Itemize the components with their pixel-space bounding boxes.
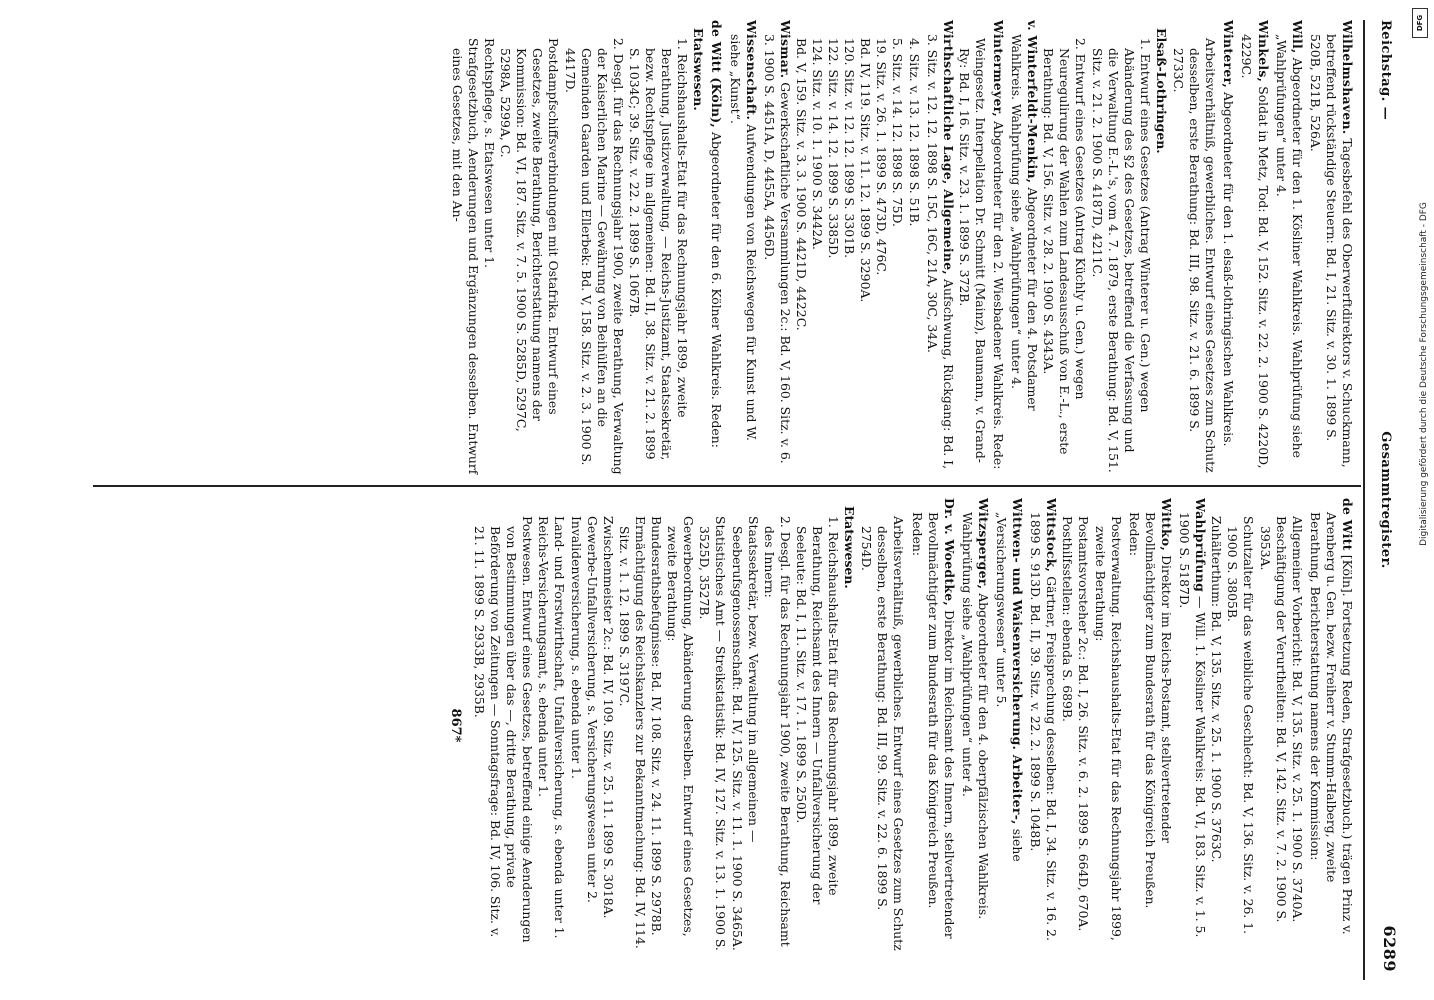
- sub-entry: Gewerbe-Unfallversicherung, s. Versicherungswesen unter 2.: [584, 516, 600, 903]
- sub-entry: Bd. V, 159. Sitz. v. 3. 3. 1900 S. 4421D, 4422C.: [793, 38, 809, 331]
- register-entry: [726, 20, 758, 475]
- sub-entry: Zuhälterthum: Bd. V, 135. Sitz. v. 25. 1. 1900 S. 3763C.: [1209, 516, 1225, 863]
- register-entry: [1307, 498, 1355, 953]
- sub-entry: 1. Entwurf eines Gesetzes (Antrag Winterer u. Gen.) wegen Abänderung des §2 des Gesetzes, betreffend die Verfassung und die Verwaltung E.-L.'s, vom 4. 7. 1879, erste Berathung: Bd. V, 151. Sitz. v. 21. 2. 1900 S. 4187D, 4211C.: [1089, 38, 1153, 473]
- sub-entry: 19. Sitz. v. 26. 1. 1899 S. 473D, 476C.: [874, 38, 890, 276]
- entry-text: Abgeordneter für den 1. Kösliner Wahlkreis. Wahlprüfung siehe „Wahlprüfungen“ unter 4.: [1273, 34, 1305, 458]
- sub-entry: Postverwaltung. Reichshaushalts-Etat für das Rechnungsjahr 1899, zweite Berathung:: [1092, 516, 1124, 941]
- entry-text: Gärtner, Freisprechung desselben: Bd. I, 34. Sitz. v. 16. 2. 1899 S. 913D. Bd. II, 39. Sitz. v. 22. 2. 1899 S. 1048B.: [1028, 512, 1060, 941]
- sub-entry: Postamtsvorsteher 2c.: Bd. I, 26. Sitz. v. 6. 2. 1899 S. 664D, 670A.: [1076, 516, 1092, 932]
- entry-text: Abgeordneter für den 1. elsaß-lothringischen Wahlkreis.: [1221, 92, 1237, 447]
- entry-keyword: de Witt (Köln),: [709, 20, 725, 129]
- sub-entry: Allgemeiner Vorbericht: Bd. V, 135. Sitz. v. 25. 1. 1900 S. 3740A.: [1289, 516, 1305, 923]
- entry-text: siehe „Versicherungswesen“ unter 5.: [994, 512, 1026, 862]
- sub-entry: Arbeitsverhältniß, gewerbliches. Entwurf eines Gesetzes zum Schutz desselben, erste Berathung: Bd. III, 99. Sitz. v. 22. 6. 1899 S. 2754D.: [859, 516, 907, 951]
- sub-entry: Reichs-Versicherungsamt, s. ebenda unter 1.: [536, 516, 552, 798]
- sub-entry: Bundesrathsbefugnisse: Bd. IV, 108. Sitz. v. 24. 11. 1899 S. 2978B.: [649, 516, 665, 936]
- digitization-credit: [1412, 44, 1434, 704]
- sub-entry: Statistisches Amt — Streikstatistik: Bd. IV, 127. Sitz. v. 13. 1. 1900 S. 3525D, 3527B.: [697, 516, 729, 951]
- entry-text: Direktor im Reichsamt des Innern, stellvertretender Bevollmächtigter zum Bundesrath für das Königreich Preußen. Reden:: [909, 512, 957, 939]
- sub-entry: Strafgesetzbuch, Aenderungen und Ergänzungen desselben. Entwurf eines Gesetzes, mit den An-: [449, 38, 482, 475]
- dfg-logo-text: DFG: [1416, 14, 1424, 32]
- sub-heading: Etatswesen.: [691, 28, 707, 111]
- entry-keyword: Winkels,: [1255, 20, 1271, 83]
- sub-entry: Arbeitsverhältniß, gewerbliches. Entwurf eines Gesetzes zum Schutz desselben, erste Berathung: Bd. III, 98. Sitz. v. 21. 6. 1899 S. 2733C.: [1171, 38, 1219, 473]
- sub-entry: Postwesen. Entwurf eines Gesetzes, betreffend einige Aenderungen von Bestimmungen über das —, dritte Berathung, private Beförderung von Zeitungen — Sonntagsfrage: Bd. IV, 106. Sitz. v. 21. 11. 1899 S. 2933B, 2935B.: [472, 516, 536, 943]
- entry-keyword: Wissenschaft.: [743, 20, 759, 121]
- register-entry: [1238, 20, 1270, 475]
- register-entry: [708, 20, 724, 475]
- entry-keyword: v. Winterfeldt-Menkin,: [1025, 20, 1041, 184]
- sub-entry: 122. Sitz. v. 14. 12. 1899 S. 3385D.: [826, 38, 842, 259]
- left-column: [93, 20, 1355, 475]
- sub-entry: 4. Sitz. v. 13. 12. 1898 S. 51B.: [906, 38, 922, 227]
- register-entry: [990, 20, 1006, 475]
- sub-entry: Land- und Forstwirthschaft, Unfallversicherung, s. ebenda unter 1.: [552, 516, 568, 939]
- register-entry: [761, 20, 793, 475]
- register-entry: [924, 20, 956, 475]
- register-entry: [993, 498, 1025, 953]
- sub-entry: 1. Reichshaushalts-Etat für das Rechnungsjahr 1899, zweite Berathung, Reichsamt des Innern — Unfallversicherung der Seeleute: Bd. I, 11. Sitz. v. 17. 1. 1899 S. 250D.: [793, 516, 842, 905]
- entry-text: Abgeordneter für den 6. Kölner Wahlkreis. Reden:: [709, 132, 725, 448]
- entry-text: Gewerkschaftliche Versammlungen 2c.: Bd. V, 160. Sitz. v. 6. 3. 1900 S. 4451A, D, 4455A, 4456D.: [761, 34, 793, 464]
- sub-entry: Schutzalter für das weibliche Geschlecht: Bd. V, 136. Sitz. v. 26. 1. 1900 S. 3805B.: [1225, 516, 1257, 935]
- entry-text: Aufschwung, Rückgang: Bd. I, 3. Sitz. v. 12. 12. 1898 S. 15C, 16C, 21A, 30C, 34A.: [924, 34, 956, 470]
- register-entry: [1176, 498, 1208, 953]
- entry-text: Aufwendungen von Reichswegen für Kunst und W. siehe „Kunst“.: [727, 34, 759, 441]
- right-column: [93, 498, 1355, 953]
- entry-keyword: Wirthschaftliche Lage, Allgemeine,: [940, 20, 956, 276]
- entry-text: Abgeordneter für den 4. Potsdamer Wahlkreis. Wahlprüfung siehe „Wahlprüfungen“ unter 4.: [1009, 34, 1041, 411]
- sub-entry: Postdampfschiffsverbindungen mit Ostafrika. Entwurf eines Gesetzes, zweite Berathung, Berichterstattung namens der Kommission: Bd. VI, 187. Sitz. v. 7. 5. 1900 S. 5285D, 5297C, 5298A, 5299A, C.: [498, 38, 562, 432]
- signature-mark: 867*: [447, 708, 463, 743]
- dfg-logo: [1412, 8, 1428, 38]
- sub-heading: Elsaß-Lothringen.: [1153, 28, 1169, 154]
- sub-entry: Rechtspflege, s. Etatswesen unter 1.: [482, 38, 498, 269]
- header-rule: [1363, 20, 1365, 980]
- register-entry: [1220, 20, 1236, 475]
- header-title: Gesammtregister.: [1378, 431, 1393, 569]
- register-entry: [1126, 498, 1174, 953]
- entry-keyword: Dr. v. Woedtke,: [941, 498, 957, 607]
- entry-text: Abgeordneter für den 4. oberpfälzischen Wahlkreis. Wahlprüfung siehe „Wahlprüfungen“ unter 4.: [959, 512, 991, 920]
- sub-heading: Etatswesen.: [842, 506, 858, 589]
- entry-text: Abgeordneter für den 2. Wiesbadener Wahlkreis. Rede:: [991, 121, 1007, 470]
- entry-text: Direktor im Reichs-Postamt, stellvertretender Bevollmächtigter zum Bundesrath für das Königreich Preußen. Reden:: [1126, 512, 1174, 909]
- page-header: [1367, 20, 1407, 980]
- entry-keyword: Wittwen- und Waisenversicherung. Arbeiter-,: [1010, 498, 1026, 825]
- register-entry: [1027, 498, 1059, 953]
- page-number: 6289: [1380, 925, 1399, 972]
- entry-keyword: Wahlprüfung: [1193, 498, 1209, 593]
- register-entry: [1307, 20, 1355, 475]
- register-page: [82, 20, 1407, 980]
- sub-entry: 5. Sitz. v. 14. 12. 1898 S. 75D.: [890, 38, 906, 227]
- entry-keyword: Will,: [1289, 20, 1305, 54]
- sub-entry: Bd. IV, 119. Sitz. v. 11. 12. 1899 S. 3290A.: [858, 38, 874, 303]
- digitization-credit-text: Digitalisierung gefördert durch die Deutsche Forschungsgemeinschaft - DFG: [1419, 202, 1429, 546]
- entry-keyword: de Witt: [1340, 498, 1355, 551]
- sub-entry: Gewerbeordnung, Abänderung derselben. Entwurf eines Gesetzes, zweite Berathung:: [665, 516, 697, 937]
- sub-entry: 124. Sitz. v. 10. 1. 1900 S. 3442A.: [810, 38, 825, 250]
- entry-keyword: Winterer,: [1221, 20, 1237, 89]
- sub-entry: 2. Entwurf eines Gesetzes (Antrag Küchly u. Gen.) wegen Neuregulirung der Wahlen zum Landesausschuß von E.-L., erste Berathung: Bd. V, 156. Sitz. v. 28. 2. 1900 S. 4343A.: [1041, 38, 1089, 455]
- entry-text: [Köln]. Fortsetzung Reden, Strafgesetzbuch.) trägen Prinz v. Arenberg u. Gen. bezw. Freiherr v. Stumm-Halberg, zweite Berathung, Berichterstattung namens der Kommission:: [1307, 512, 1355, 935]
- sub-entry: Invalidenversicherung, s. ebenda unter 1.: [568, 516, 584, 779]
- entry-keyword: Witzsperger,: [975, 498, 991, 590]
- sub-entry: Ermächtigung des Reichskanzlers zur Bekanntmachung: Bd. IV, 114. Sitz. v. 1. 12. 1899 S. 3197C.: [616, 516, 648, 949]
- sub-entry: 2. Desgl. für das Rechnungsjahr 1900, zweite Berathung, Reichsamt des Innern:: [761, 516, 793, 947]
- entry-keyword: Wintermeyer,: [991, 20, 1007, 118]
- entry-text: Soldat in Metz, Tod: Bd. V, 152. Sitz. v. 22. 2. 1900 S. 4220D, 4229C.: [1239, 34, 1271, 469]
- register-entry: [959, 498, 991, 953]
- entry-keyword: Wismar.: [777, 20, 793, 79]
- sub-entry: 120. Sitz. v. 12. 12. 1899 S. 3301B.: [842, 38, 858, 259]
- sub-entry: Zwischenmeister 2c.: Bd. IV, 109. Sitz. v. 25. 11. 1899 S. 3018A.: [600, 516, 616, 919]
- sub-entry: Weingesetz. Interpellation Dr. Schmitt (Mainz), Baumann, v. Grand-Ry: Bd. I, 16. Sitz. v. 23. 1. 1899 S. 372B.: [956, 38, 988, 463]
- column-divider: [93, 485, 1361, 487]
- register-entry: [908, 498, 956, 953]
- entry-keyword: Wittko,: [1158, 498, 1174, 552]
- sub-entry: 2. Desgl. für das Rechnungsjahr 1900, zweite Berathung, Verwaltung der Kaiserlichen Marine — Gewährung von Beihülfen an die Gemeinden Gaarden und Ellerbek: Bd. V, 158. Sitz. v. 2. 3. 1900 S. 4417D.: [562, 38, 626, 475]
- header-left: Reichstag. —: [1378, 20, 1393, 121]
- sub-entry: Beschäftigung der Verurtheilten: Bd. V, 142. Sitz. v. 7. 2. 1900 S. 3953A.: [1257, 516, 1289, 923]
- entry-text: Tagesbefehl des Oberwerftdirektors v. Schuckmann, betreffend rückständige Steuern: Bd. I, 21. Sitz. v. 30. 1. 1899 S. 520B, 521B, 526A.: [1307, 34, 1355, 468]
- entry-keyword: Wilhelmshaven.: [1340, 20, 1355, 135]
- sub-entry: Posthilfsstellen: ebenda S. 689B.: [1060, 516, 1076, 722]
- entry-keyword: Wittstock,: [1044, 498, 1060, 573]
- register-entry: [1273, 20, 1305, 475]
- sub-entry: Staatssekretär, bezw. Verwaltung im allgemeinen — Seeberufsgenossenschaft: Bd. IV, 125. Sitz. v. 11. 1. 1900 S. 3465A.: [729, 516, 761, 951]
- register-entry: [1008, 20, 1040, 475]
- entry-text: — Will. 1. Kösliner Wahlkreis: Bd. VI, 183. Sitz. v. 1. 5. 1900 S. 5187D.: [1177, 512, 1209, 938]
- sub-entry: 1. Reichshaushalts-Etat für das Rechnungsjahr 1899, zweite Berathung, Justizverwaltung, — Reichs-Justizamt, Staatssekretär, bezw. Rechtspflege im allgemeinen: Bd. II, 38. Sitz. v. 21. 2. 1899 S. 1034C; 39. Sitz. v. 22. 2. 1899 S. 1067B.: [626, 38, 691, 461]
